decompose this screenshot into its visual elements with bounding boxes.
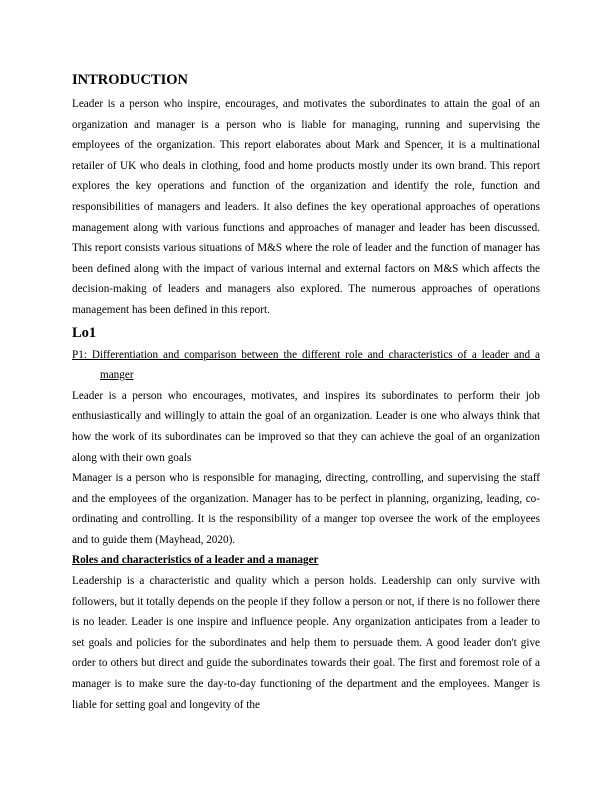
- leader-paragraph: Leader is a person who encourages, motivates, and inspires its subordinates to perform their job enthusiastically and willingly to attain the goal of an organization. Leader is one who always think that how the work of its subordinates can be improved so that they can achieve the goal of an organization along with their own goals: [72, 389, 540, 464]
- introduction-paragraph: Leader is a person who inspire, encourages, and motivates the subordinates to attain the goal of an organization and manager is a person who is liable for managing, running and supervising the employees of the organization. This report elaborates about Mark and Spencer, it is a multinational retailer of UK who deals in clothing, food and home products mostly under its own brand. This report explores the key operations and function of the organization and identify the role, function and responsibilities of managers and leaders. It also defines the key operational approaches of operations management along with various functions and approaches of manager and leader has been discussed. This report consists various situations of M&S where the role of leader and the function of manager has been defined along with the impact of various internal and external factors on M&S which affects the decision-making of leaders and managers also explored. The numerous approaches of operations management has been defined in this report.: [72, 98, 540, 316]
- manager-paragraph: Manager is a person who is responsible for managing, directing, controlling, and supervising the staff and the employees of the organization. Manager has to be perfect in planning, organizing, leading, co-ordinating and controlling. It is the responsibility of a manger top oversee the work of the employees and to guide them (Mayhead, 2020).: [72, 472, 540, 546]
- document-page: [72, 70, 540, 715]
- lo1-heading: Lo1: [72, 324, 97, 341]
- introduction-heading: INTRODUCTION: [72, 72, 189, 88]
- roles-heading: Roles and characteristics of a leader and a manager: [72, 554, 319, 567]
- roles-paragraph: Leadership is a characteristic and quality which a person holds. Leadership can only survive with followers, but it totally depends on the people if they follow a person or not, if there is no follower there is no leader. Leader is one inspire and influence people. Any organization anticipates from a leader to set goals and policies for the subordinates and help them to persuade them. A good leader don't give order to others but direct and guide the subordinates towards their goal. The first and foremost role of a manager is to make sure the day-to-day functioning of the department and the employees. Manger is liable for setting goal and longevity of the: [72, 575, 540, 711]
- p1-title: P1: Differentiation and comparison between the different role and characteristics of a leader and a manger: [72, 348, 540, 382]
